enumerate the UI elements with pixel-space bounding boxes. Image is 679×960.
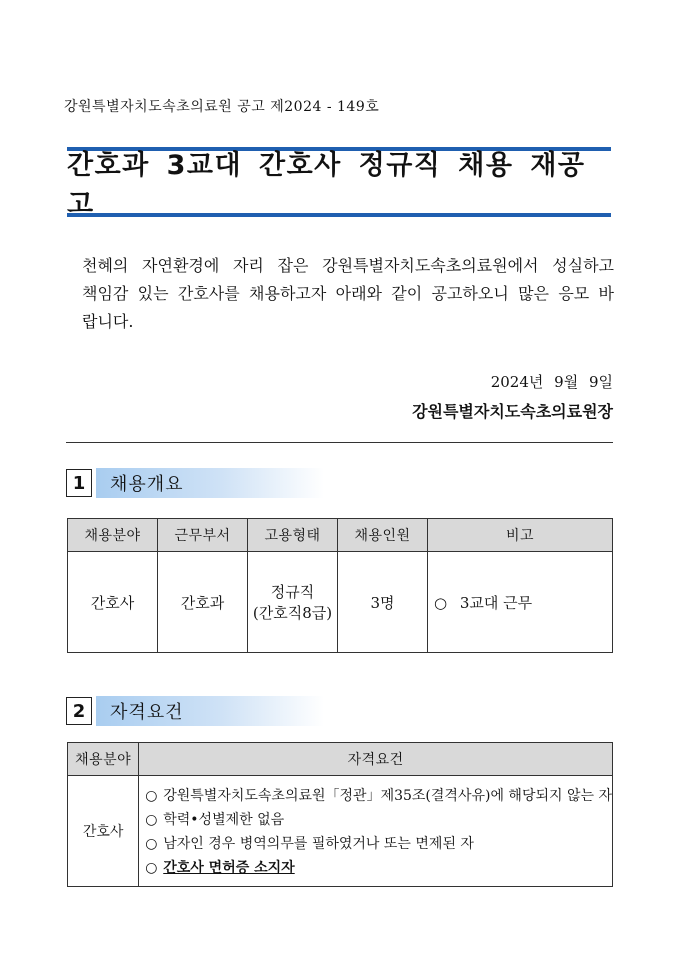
title-band — [67, 147, 611, 220]
header-dept: 근무부서 — [158, 519, 248, 552]
section-1-heading — [66, 467, 326, 499]
requirement-item — [145, 808, 612, 832]
table-header-row — [68, 519, 613, 552]
cell-count: 3명 — [338, 552, 428, 653]
requirement-text: 강원특별자치도속초의료원「정관」제35조(결격사유)에 해당되지 않는 자 — [163, 788, 612, 804]
section-2-heading — [66, 695, 326, 727]
section-2-label: 자격요건 — [96, 696, 324, 726]
employment-type: 정규직 — [270, 583, 315, 601]
bullet-icon: ○ — [145, 860, 158, 876]
notice-date: 2024년 9월 9일 — [490, 373, 613, 391]
intro-paragraph: 천혜의 자연환경에 자리 잡은 강원특별자치도속초의료원에서 성실하고 책임감 있는 간호사를 채용하고자 아래와 같이 공고하오니 많은 응모 바랍니다. — [82, 256, 614, 331]
header-note: 비고 — [428, 519, 613, 552]
divider — [66, 442, 613, 443]
header-field: 채용분야 — [68, 743, 139, 776]
requirement-text: 간호사 면허증 소지자 — [163, 860, 295, 876]
header-field: 채용분야 — [68, 519, 158, 552]
header-count: 채용인원 — [338, 519, 428, 552]
page-title: 간호과 3교대 간호사 정규직 채용 재공고 — [67, 150, 586, 220]
section-2-number: 2 — [66, 697, 92, 725]
requirement-item-emphasized — [145, 856, 612, 880]
bullet-icon: ○ — [145, 812, 158, 828]
note-text: 3교대 근무 — [459, 593, 533, 612]
cell-field: 간호사 — [68, 552, 158, 653]
employment-grade: (간호직8급) — [252, 604, 333, 622]
cell-note — [428, 552, 613, 653]
note-bullet: ○ — [434, 593, 448, 612]
qualification-table — [67, 742, 613, 887]
section-1-label: 채용개요 — [96, 468, 324, 498]
cell-employment — [248, 552, 338, 653]
requirements-cell — [139, 776, 613, 887]
section-1-number: 1 — [66, 469, 92, 497]
requirement-item — [145, 784, 612, 808]
notice-number: 강원특별자치도속초의료원 공고 제2024 - 149호 — [64, 99, 380, 115]
table-row — [68, 552, 613, 653]
cell-dept: 간호과 — [158, 552, 248, 653]
requirement-text: 남자인 경우 병역의무를 필하였거나 또는 면제된 자 — [163, 836, 474, 852]
table-row — [68, 776, 613, 887]
bullet-icon: ○ — [145, 788, 158, 804]
table-header-row — [68, 743, 613, 776]
header-employment: 고용형태 — [248, 519, 338, 552]
cell-field: 간호사 — [68, 776, 139, 887]
bullet-icon: ○ — [145, 836, 158, 852]
recruitment-overview-table — [67, 518, 613, 653]
header-requirements: 자격요건 — [139, 743, 613, 776]
requirement-item — [145, 832, 612, 856]
requirement-text: 학력•성별제한 없음 — [163, 812, 285, 828]
issuer: 강원특별자치도속초의료원장 — [412, 402, 613, 421]
